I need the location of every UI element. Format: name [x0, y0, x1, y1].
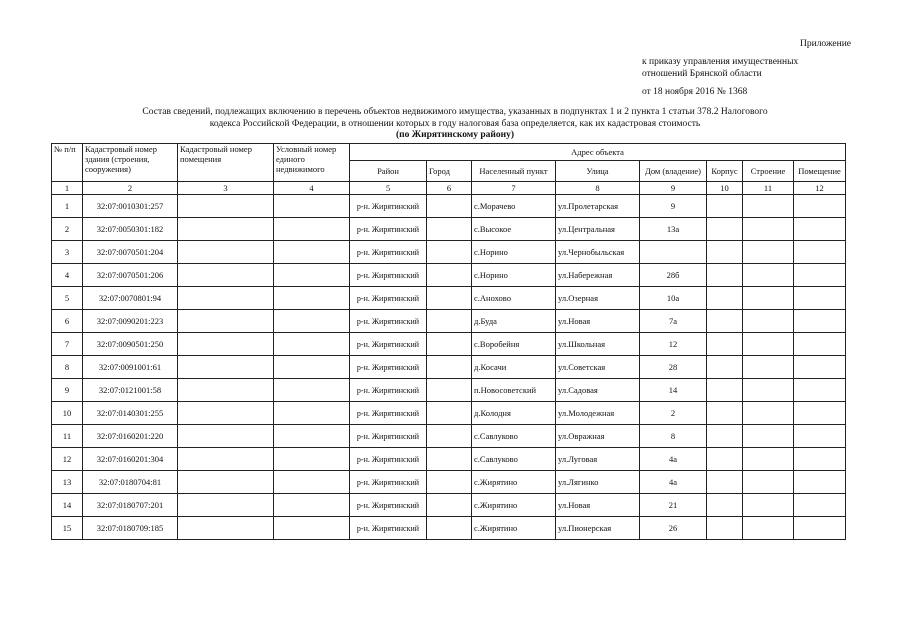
room-cell — [794, 310, 846, 333]
table-row — [52, 310, 846, 333]
table-row — [52, 195, 846, 218]
cadastral-room-cell — [178, 333, 274, 356]
column-number-cell: 1 — [52, 182, 83, 195]
conditional-number-cell — [274, 471, 350, 494]
house-cell — [640, 241, 707, 264]
region-cell: р-н. Жирятинский — [350, 310, 427, 333]
cadastral-number-cell: 32:07:0180707:201 — [83, 494, 178, 517]
room-cell — [794, 494, 846, 517]
conditional-number-cell — [274, 379, 350, 402]
region-cell: р-н. Жирятинский — [350, 471, 427, 494]
table-row — [52, 494, 846, 517]
room-cell — [794, 471, 846, 494]
locality-cell: п.Новосоветский — [472, 379, 556, 402]
street-cell: ул.Луговая — [556, 448, 640, 471]
building-cell — [743, 402, 794, 425]
korpus-cell — [707, 402, 743, 425]
cadastral-number-cell: 32:07:0180709:185 — [83, 517, 178, 540]
city-cell — [427, 195, 472, 218]
korpus-cell — [707, 379, 743, 402]
row-number-cell: 7 — [52, 333, 83, 356]
column-number-cell: 12 — [794, 182, 846, 195]
room-cell — [794, 287, 846, 310]
cadastral-room-cell — [178, 425, 274, 448]
column-number-row — [52, 182, 846, 195]
table-row — [52, 333, 846, 356]
street-cell: ул.Чернобыльская — [556, 241, 640, 264]
region-cell: р-н. Жирятинский — [350, 356, 427, 379]
header-address: Адрес объекта — [350, 144, 846, 161]
column-number-cell: 7 — [472, 182, 556, 195]
room-cell — [794, 264, 846, 287]
korpus-cell — [707, 448, 743, 471]
conditional-number-cell — [274, 494, 350, 517]
street-cell: ул.Пионерская — [556, 517, 640, 540]
house-cell: 4а — [640, 471, 707, 494]
korpus-cell — [707, 356, 743, 379]
header-region: Район — [350, 161, 427, 182]
cadastral-room-cell — [178, 195, 274, 218]
cadastral-number-cell: 32:07:0070501:206 — [83, 264, 178, 287]
building-cell — [743, 494, 794, 517]
room-cell — [794, 356, 846, 379]
appendix-order-line-2: отношений Брянской области — [642, 69, 762, 79]
heading-line-2: кодекса Российской Федерации, в отношении которых в году налоговая база определяется, как их кадастровая стоимость — [209, 118, 701, 129]
cadastral-number-cell: 32:07:0090201:223 — [83, 310, 178, 333]
column-number-cell: 9 — [640, 182, 707, 195]
street-cell: ул.Садовая — [556, 379, 640, 402]
room-cell — [794, 241, 846, 264]
locality-cell: с.Воробейня — [472, 333, 556, 356]
korpus-cell — [707, 333, 743, 356]
korpus-cell — [707, 195, 743, 218]
heading-district: (по Жирятинскому району) — [395, 130, 515, 140]
column-number-cell: 4 — [274, 182, 350, 195]
header-locality: Населенный пункт — [472, 161, 556, 182]
locality-cell: с.Высокое — [472, 218, 556, 241]
street-cell: ул.Набережная — [556, 264, 640, 287]
cadastral-room-cell — [178, 356, 274, 379]
cadastral-number-cell: 32:07:0160201:220 — [83, 425, 178, 448]
building-cell — [743, 241, 794, 264]
appendix-title: Приложение — [800, 39, 851, 49]
korpus-cell — [707, 494, 743, 517]
table-row — [52, 379, 846, 402]
cadastral-number-cell: 32:07:0121001:58 — [83, 379, 178, 402]
row-number-cell: 2 — [52, 218, 83, 241]
region-cell: р-н. Жирятинский — [350, 448, 427, 471]
street-cell: ул.Новая — [556, 310, 640, 333]
row-number-cell: 8 — [52, 356, 83, 379]
header-cadastral-building: Кадастровый номер здания (строения, сооружения) — [83, 144, 178, 182]
header-room: Помещение — [794, 161, 846, 182]
city-cell — [427, 241, 472, 264]
cadastral-room-cell — [178, 517, 274, 540]
row-number-cell: 9 — [52, 379, 83, 402]
city-cell — [427, 471, 472, 494]
locality-cell: д.Косачи — [472, 356, 556, 379]
building-cell — [743, 517, 794, 540]
cadastral-room-cell — [178, 287, 274, 310]
street-cell: ул.Пролетарская — [556, 195, 640, 218]
conditional-number-cell — [274, 356, 350, 379]
region-cell: р-н. Жирятинский — [350, 195, 427, 218]
header-house: Дом (владение) — [640, 161, 707, 182]
region-cell: р-н. Жирятинский — [350, 494, 427, 517]
house-cell: 7а — [640, 310, 707, 333]
house-cell: 28 — [640, 356, 707, 379]
header-korpus: Корпус — [707, 161, 743, 182]
house-cell: 28б — [640, 264, 707, 287]
locality-cell: с.Морачево — [472, 195, 556, 218]
house-cell: 8 — [640, 425, 707, 448]
building-cell — [743, 287, 794, 310]
conditional-number-cell — [274, 287, 350, 310]
street-cell: ул.Центральная — [556, 218, 640, 241]
house-cell: 4а — [640, 448, 707, 471]
row-number-cell: 3 — [52, 241, 83, 264]
conditional-number-cell — [274, 448, 350, 471]
row-number-cell: 4 — [52, 264, 83, 287]
korpus-cell — [707, 471, 743, 494]
room-cell — [794, 448, 846, 471]
locality-cell: с.Жирятино — [472, 494, 556, 517]
property-register-table — [51, 143, 846, 540]
building-cell — [743, 195, 794, 218]
building-cell — [743, 264, 794, 287]
region-cell: р-н. Жирятинский — [350, 264, 427, 287]
street-cell: ул.Лягинко — [556, 471, 640, 494]
cadastral-number-cell: 32:07:0140301:255 — [83, 402, 178, 425]
region-cell: р-н. Жирятинский — [350, 425, 427, 448]
region-cell: р-н. Жирятинский — [350, 517, 427, 540]
korpus-cell — [707, 264, 743, 287]
row-number-cell: 1 — [52, 195, 83, 218]
column-number-cell: 6 — [427, 182, 472, 195]
header-street: Улица — [556, 161, 640, 182]
building-cell — [743, 425, 794, 448]
city-cell — [427, 379, 472, 402]
conditional-number-cell — [274, 241, 350, 264]
street-cell: ул.Новая — [556, 494, 640, 517]
row-number-cell: 10 — [52, 402, 83, 425]
house-cell: 13а — [640, 218, 707, 241]
cadastral-number-cell: 32:07:0070501:204 — [83, 241, 178, 264]
city-cell — [427, 310, 472, 333]
room-cell — [794, 402, 846, 425]
region-cell: р-н. Жирятинский — [350, 218, 427, 241]
header-conditional-number: Условный номер единого недвижимого — [274, 144, 350, 182]
city-cell — [427, 425, 472, 448]
street-cell: ул.Овражная — [556, 425, 640, 448]
street-cell: ул.Школьная — [556, 333, 640, 356]
house-cell: 2 — [640, 402, 707, 425]
korpus-cell — [707, 218, 743, 241]
building-cell — [743, 379, 794, 402]
conditional-number-cell — [274, 264, 350, 287]
building-cell — [743, 310, 794, 333]
cadastral-room-cell — [178, 448, 274, 471]
conditional-number-cell — [274, 425, 350, 448]
column-number-cell: 5 — [350, 182, 427, 195]
street-cell: ул.Молодежная — [556, 402, 640, 425]
column-number-cell: 2 — [83, 182, 178, 195]
cadastral-room-cell — [178, 471, 274, 494]
table-row — [52, 356, 846, 379]
city-cell — [427, 333, 472, 356]
city-cell — [427, 402, 472, 425]
row-number-cell: 12 — [52, 448, 83, 471]
building-cell — [743, 356, 794, 379]
table-row — [52, 425, 846, 448]
locality-cell: с.Норино — [472, 264, 556, 287]
cadastral-room-cell — [178, 310, 274, 333]
region-cell: р-н. Жирятинский — [350, 333, 427, 356]
cadastral-room-cell — [178, 402, 274, 425]
house-cell: 14 — [640, 379, 707, 402]
room-cell — [794, 425, 846, 448]
region-cell: р-н. Жирятинский — [350, 287, 427, 310]
conditional-number-cell — [274, 218, 350, 241]
room-cell — [794, 333, 846, 356]
table-row — [52, 241, 846, 264]
building-cell — [743, 471, 794, 494]
house-cell: 9 — [640, 195, 707, 218]
korpus-cell — [707, 241, 743, 264]
conditional-number-cell — [274, 195, 350, 218]
header-city: Город — [427, 161, 472, 182]
city-cell — [427, 448, 472, 471]
table-row — [52, 448, 846, 471]
appendix-order-date: от 18 ноября 2016 № 1368 — [642, 87, 748, 97]
appendix-order-line: к приказу управления имущественных — [642, 57, 799, 67]
cadastral-room-cell — [178, 264, 274, 287]
conditional-number-cell — [274, 402, 350, 425]
table-row — [52, 402, 846, 425]
locality-cell: д.Буда — [472, 310, 556, 333]
region-cell: р-н. Жирятинский — [350, 402, 427, 425]
korpus-cell — [707, 310, 743, 333]
city-cell — [427, 494, 472, 517]
table-row — [52, 517, 846, 540]
conditional-number-cell — [274, 333, 350, 356]
korpus-cell — [707, 287, 743, 310]
cadastral-number-cell: 32:07:0091001:61 — [83, 356, 178, 379]
locality-cell: с.Савлуково — [472, 425, 556, 448]
row-number-cell: 15 — [52, 517, 83, 540]
column-number-cell: 11 — [743, 182, 794, 195]
column-number-cell: 10 — [707, 182, 743, 195]
table-row — [52, 287, 846, 310]
city-cell — [427, 287, 472, 310]
row-number-cell: 11 — [52, 425, 83, 448]
row-number-cell: 14 — [52, 494, 83, 517]
header-building: Строение — [743, 161, 794, 182]
table-row — [52, 471, 846, 494]
heading-line-1: Состав сведений, подлежащих включению в перечень объектов недвижимого имущества, указанных в подпунктах 1 и 2 пункта 1 статьи 378.2 Налогового — [142, 107, 768, 117]
cadastral-number-cell: 32:07:0160201:304 — [83, 448, 178, 471]
region-cell: р-н. Жирятинский — [350, 379, 427, 402]
room-cell — [794, 218, 846, 241]
building-cell — [743, 218, 794, 241]
city-cell — [427, 517, 472, 540]
cadastral-number-cell: 32:07:0050301:182 — [83, 218, 178, 241]
house-cell: 26 — [640, 517, 707, 540]
cadastral-number-cell: 32:07:0010301:257 — [83, 195, 178, 218]
locality-cell: д.Колодня — [472, 402, 556, 425]
room-cell — [794, 517, 846, 540]
building-cell — [743, 333, 794, 356]
city-cell — [427, 264, 472, 287]
table-row — [52, 264, 846, 287]
room-cell — [794, 379, 846, 402]
locality-cell: с.Жирятино — [472, 517, 556, 540]
cadastral-room-cell — [178, 241, 274, 264]
column-number-cell: 3 — [178, 182, 274, 195]
locality-cell: с.Жирятино — [472, 471, 556, 494]
region-cell: р-н. Жирятинский — [350, 241, 427, 264]
korpus-cell — [707, 517, 743, 540]
row-number-cell: 5 — [52, 287, 83, 310]
document-heading — [60, 107, 850, 142]
locality-cell: с.Анохово — [472, 287, 556, 310]
conditional-number-cell — [274, 517, 350, 540]
korpus-cell — [707, 425, 743, 448]
header-cadastral-room: Кадастровый номер помещения — [178, 144, 274, 182]
street-cell: ул.Советская — [556, 356, 640, 379]
cadastral-room-cell — [178, 494, 274, 517]
cadastral-number-cell: 32:07:0090501:250 — [83, 333, 178, 356]
cadastral-room-cell — [178, 379, 274, 402]
house-cell: 10а — [640, 287, 707, 310]
row-number-cell: 6 — [52, 310, 83, 333]
cadastral-room-cell — [178, 218, 274, 241]
row-number-cell: 13 — [52, 471, 83, 494]
locality-cell: с.Норино — [472, 241, 556, 264]
house-cell: 12 — [640, 333, 707, 356]
column-number-cell: 8 — [556, 182, 640, 195]
city-cell — [427, 218, 472, 241]
room-cell — [794, 195, 846, 218]
table-row — [52, 218, 846, 241]
locality-cell: с.Савлуково — [472, 448, 556, 471]
conditional-number-cell — [274, 310, 350, 333]
street-cell: ул.Озерная — [556, 287, 640, 310]
cadastral-number-cell: 32:07:0070801:94 — [83, 287, 178, 310]
cadastral-number-cell: 32:07:0180704:81 — [83, 471, 178, 494]
house-cell: 21 — [640, 494, 707, 517]
header-num: № п/п — [52, 144, 83, 182]
building-cell — [743, 448, 794, 471]
city-cell — [427, 356, 472, 379]
